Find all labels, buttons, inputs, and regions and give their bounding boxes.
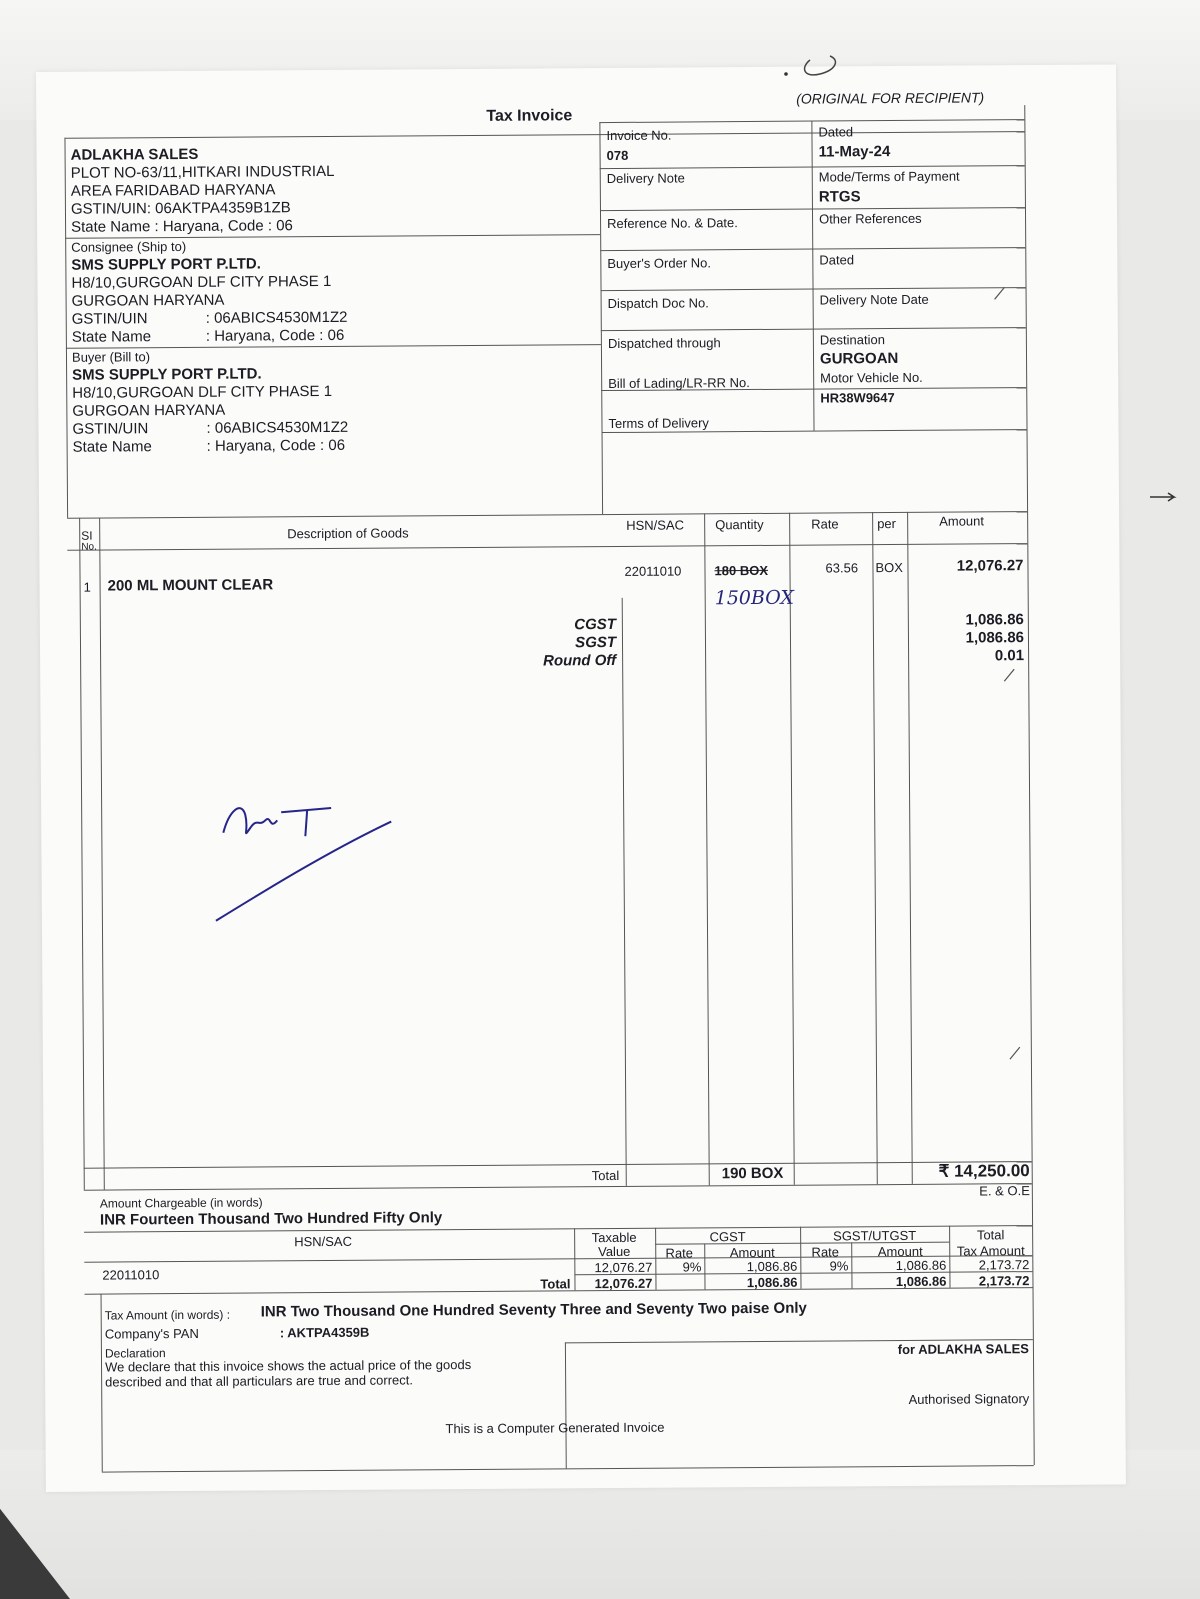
declaration-line-1: We declare that this invoice shows the actual price of the goods: [104, 1356, 472, 1375]
declaration-heading: Declaration: [104, 1346, 166, 1361]
item-hsn: 22011010: [624, 563, 682, 579]
summary-taxable: 12,076.27: [594, 1259, 653, 1276]
seller-state: State Name : Haryana, Code : 06: [71, 217, 293, 236]
destination-label: Destination: [819, 332, 885, 348]
terms-of-delivery-label: Terms of Delivery: [608, 415, 709, 432]
consignee-address-1: H8/10,GURGOAN DLF CITY PHASE 1: [71, 272, 332, 292]
buyer-heading: Buyer (Bill to): [71, 349, 151, 365]
destination-value: GURGOAN: [819, 349, 899, 368]
total-quantity: 190 BOX: [721, 1164, 784, 1183]
round-off-label: Round Off: [543, 651, 617, 670]
total-tax-header-1: Total: [976, 1227, 1005, 1243]
item-quantity-struck: 180 BOX: [714, 562, 769, 579]
rule: [101, 1294, 103, 1472]
consignee-heading: Consignee (Ship to): [71, 238, 187, 255]
no-label: No.: [81, 541, 97, 553]
summary-total-label: Total: [540, 1276, 571, 1292]
hsn-header: HSN/SAC: [626, 517, 685, 533]
pen-scribble: [780, 50, 860, 90]
seller-address-1: PLOT NO-63/11,HITKARI INDUSTRIAL: [70, 162, 335, 182]
amount-words-value: INR Fourteen Thousand Two Hundred Fifty Only: [99, 1209, 443, 1229]
per-header: per: [877, 516, 897, 532]
rate-header: Rate: [811, 516, 839, 532]
reference-label: Reference No. & Date.: [607, 215, 738, 232]
amount-header: Amount: [939, 513, 985, 529]
sgst-rate-header: Rate: [811, 1244, 840, 1260]
seller-address-2: AREA FARIDABAD HARYANA: [70, 181, 276, 200]
sl-label: SI: [81, 528, 93, 543]
buyer-address-2: GURGOAN HARYANA: [72, 401, 226, 420]
amount-words-label: Amount Chargeable (in words): [99, 1195, 263, 1211]
rule: [789, 513, 795, 1185]
invoice-no-label: Invoice No.: [606, 127, 672, 144]
item-description: 200 ML MOUNT CLEAR: [107, 576, 274, 595]
pen-arrow-icon: [1150, 492, 1180, 502]
buyers-order-label: Buyer's Order No.: [607, 255, 712, 272]
tick-mark-icon: [1002, 667, 1016, 683]
summary-sgst-rate: 9%: [829, 1258, 849, 1274]
consignee-address-2: GURGOAN HARYANA: [71, 291, 225, 310]
consignee-state-label: State Name: [71, 328, 152, 346]
rule: [79, 518, 85, 1190]
consignee-gstin: : 06ABICS4530M1Z2: [205, 308, 348, 327]
tax-words-value: INR Two Thousand One Hundred Seventy Three and Seventy Two paise Only: [260, 1299, 807, 1321]
rule: [704, 513, 710, 1185]
consignee-gstin-label: GSTIN/UIN: [71, 310, 148, 328]
dispatched-through-label: Dispatched through: [607, 335, 721, 352]
dated-label: Dated: [818, 124, 854, 140]
pan-label: Company's PAN: [104, 1325, 199, 1342]
rule: [64, 131, 1024, 139]
total-label: Total: [591, 1167, 620, 1184]
dated2-label: Dated: [819, 252, 855, 268]
payment-value: RTGS: [818, 188, 861, 206]
summary-total-taxable: 12,076.27: [594, 1275, 653, 1292]
summary-sgst-amount: 1,086.86: [895, 1257, 947, 1274]
invoice-title: Tax Invoice: [486, 107, 573, 125]
summary-total-cgst: 1,086.86: [746, 1274, 798, 1291]
taxable-header-1: Taxable: [591, 1229, 637, 1246]
handwritten-signature: [211, 789, 432, 931]
summary-hsn: 22011010: [102, 1267, 160, 1283]
cgst-amount-header: Amount: [729, 1244, 775, 1261]
declaration-line-2: described and that all particulars are true and correct.: [105, 1372, 414, 1390]
quantity-header: Quantity: [715, 516, 764, 533]
rule: [84, 1183, 1032, 1191]
sgst-header: SGST/UTGST: [833, 1227, 917, 1244]
cgst-label: CGST: [574, 615, 616, 634]
for-company-label: for ADLAKHA SALES: [897, 1341, 1029, 1358]
rule: [872, 512, 878, 1184]
vehicle-value: HR38W9647: [820, 390, 895, 406]
item-rate: 63.56: [825, 560, 859, 576]
cgst-rate-header: Rate: [665, 1245, 694, 1261]
rule: [84, 1161, 1032, 1169]
summary-total-sgst: 1,086.86: [895, 1273, 947, 1290]
description-header: Description of Goods: [287, 525, 409, 542]
other-references-label: Other References: [818, 210, 922, 227]
rule: [67, 543, 1027, 551]
taxable-header-2: Value: [598, 1243, 631, 1260]
authorised-signatory-label: Authorised Signatory: [908, 1391, 1030, 1407]
buyer-address-1: H8/10,GURGOAN DLF CITY PHASE 1: [72, 382, 333, 402]
invoice-paper: [36, 64, 1126, 1492]
pan-value: : AKTPA4359B: [279, 1324, 370, 1341]
buyer-name: SMS SUPPLY PORT P.LTD.: [72, 365, 262, 384]
buyer-state-label: State Name: [72, 438, 152, 456]
item-quantity-handwritten: 150BOX: [714, 586, 795, 610]
summary-total-tax-amount: 2,173.72: [978, 1273, 1030, 1289]
item-amount: 12,076.27: [956, 557, 1024, 575]
consignee-state: : Haryana, Code : 06: [205, 326, 345, 345]
summary-hsn-header: HSN/SAC: [294, 1233, 353, 1250]
grand-total: ₹ 14,250.00: [938, 1161, 1030, 1181]
summary-cgst-amount: 1,086.86: [746, 1258, 798, 1275]
eoe-label: E. & O.E: [979, 1183, 1030, 1199]
rule: [64, 138, 68, 518]
cgst-amount: 1,086.86: [965, 611, 1024, 629]
tick-mark-icon: [993, 285, 1007, 301]
dated-value: 11-May-24: [818, 143, 891, 161]
invoice-no: 078: [606, 147, 629, 164]
rule: [565, 1342, 567, 1468]
delivery-note-date-label: Delivery Note Date: [819, 291, 929, 308]
round-off-amount: 0.01: [994, 647, 1025, 665]
buyer-state: : Haryana, Code : 06: [206, 436, 346, 455]
payment-label: Mode/Terms of Payment: [818, 168, 960, 185]
item-sl: 1: [83, 579, 91, 595]
item-per: BOX: [875, 559, 904, 576]
sgst-amount: 1,086.86: [965, 629, 1025, 647]
cgst-header: CGST: [709, 1229, 746, 1245]
footer-note: This is a Computer Generated Invoice: [445, 1419, 665, 1437]
seller-name: ADLAKHA SALES: [70, 145, 199, 164]
summary-cgst-rate: 9%: [682, 1259, 702, 1275]
tick-mark-icon: [1008, 1045, 1022, 1061]
rule: [622, 598, 627, 1186]
bill-of-lading-label: Bill of Lading/LR-RR No.: [608, 375, 750, 392]
vehicle-label: Motor Vehicle No.: [820, 369, 923, 386]
buyer-gstin-label: GSTIN/UIN: [72, 420, 149, 438]
buyer-gstin: : 06ABICS4530M1Z2: [206, 418, 349, 437]
delivery-note-label: Delivery Note: [606, 170, 685, 187]
rule: [102, 1465, 1034, 1473]
rule: [599, 122, 603, 514]
summary-total-tax: 2,173.72: [978, 1257, 1030, 1273]
consignee-name: SMS SUPPLY PORT P.LTD.: [71, 255, 261, 274]
rule: [99, 518, 105, 1190]
copy-label: (ORIGINAL FOR RECIPIENT): [796, 89, 985, 107]
tax-words-label: Tax Amount (in words) :: [104, 1307, 231, 1323]
sgst-amount-header: Amount: [877, 1243, 923, 1260]
dispatch-doc-label: Dispatch Doc No.: [607, 295, 709, 312]
total-tax-header-2: Tax Amount: [956, 1243, 1025, 1259]
seller-gstin: GSTIN/UIN: 06AKTPA4359B1ZB: [70, 199, 291, 218]
sgst-label: SGST: [575, 633, 617, 652]
